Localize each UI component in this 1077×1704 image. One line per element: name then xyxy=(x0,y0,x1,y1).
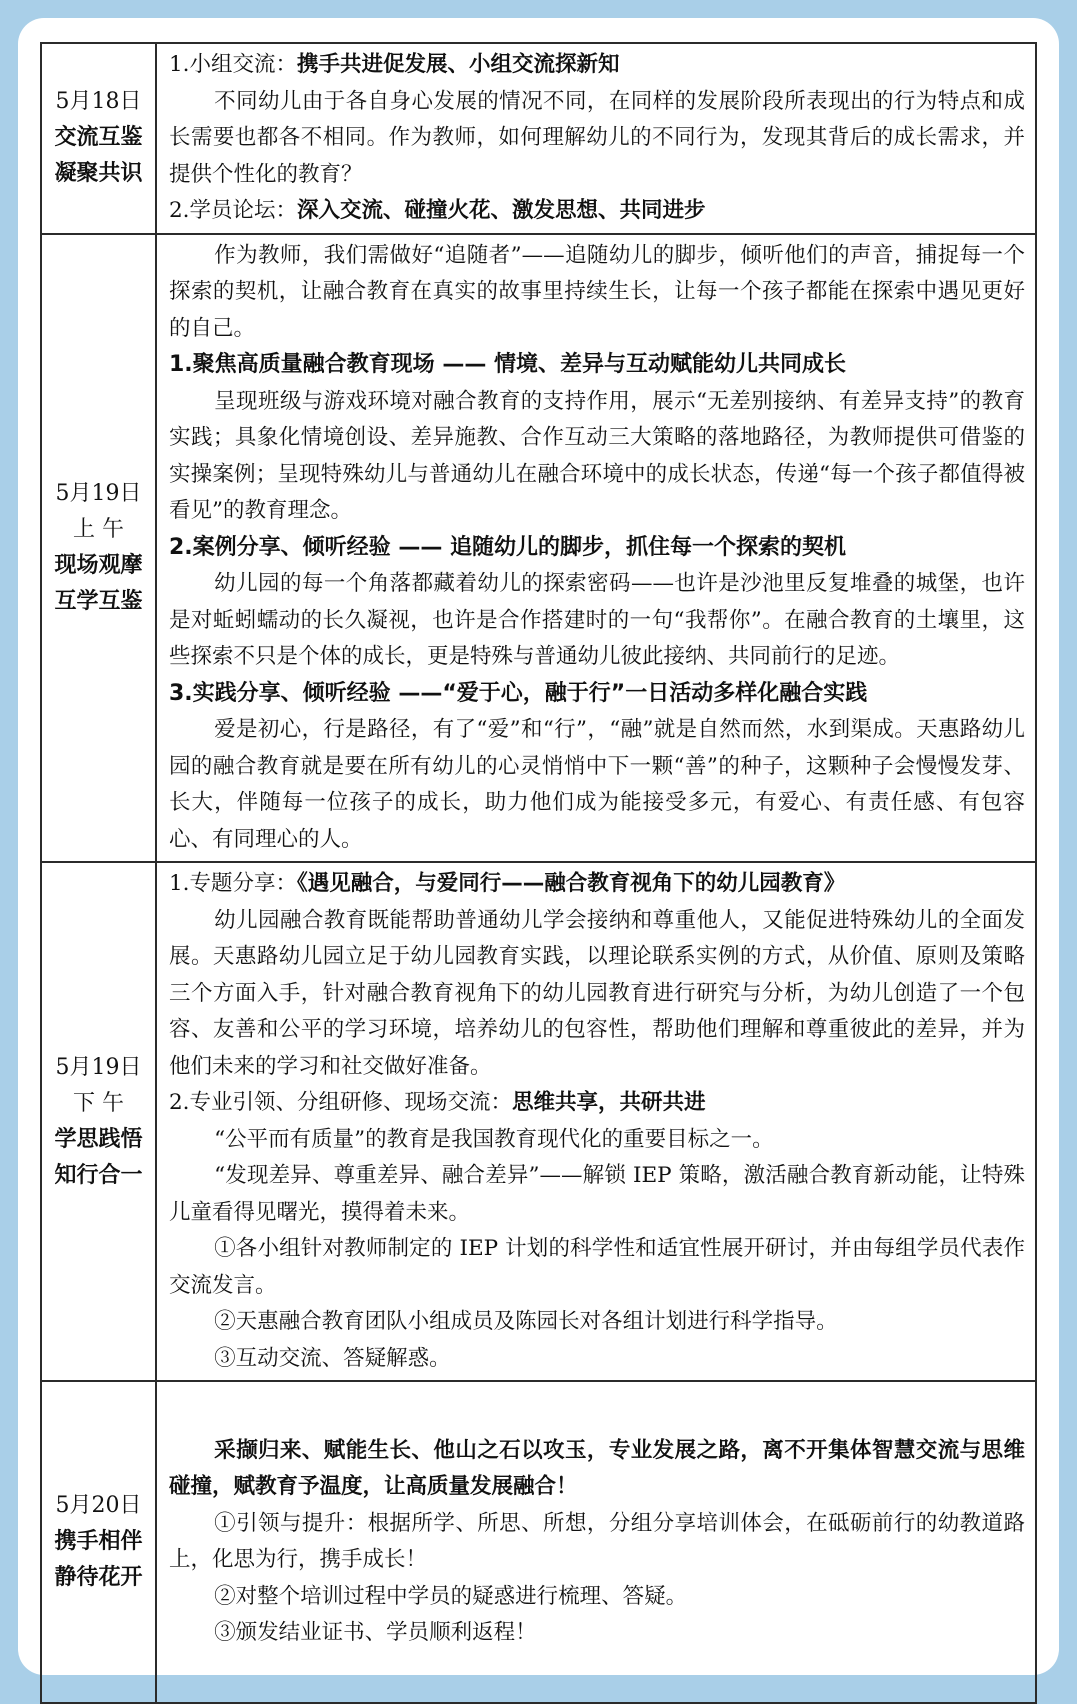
time-of-day: 下 午 xyxy=(73,1090,124,1116)
lead-paragraph: 采撷归来、赋能生长、他山之石以攻玉，专业发展之路，离不开集体智慧交流与思维碰撞，赋教育予温度，让高质量发展融合！ xyxy=(169,1437,1025,1499)
date-cell xyxy=(41,234,156,863)
date-cell xyxy=(41,862,156,1381)
list-item: ①各小组针对教师制定的 IEP 计划的科学性和适宜性展开研讨，并由每组学员代表作交流发言。 xyxy=(169,1236,1025,1298)
session-title: 学思践悟 xyxy=(54,1126,143,1152)
date-label: 5月19日 xyxy=(55,1054,142,1080)
session-title: 现场观摩 xyxy=(54,552,143,578)
paragraph: 不同幼儿由于各自身心发展的情况不同，在同样的发展阶段所表现出的行为特点和成长需要也都各不相同。作为教师，如何理解幼儿的不同行为，发现其背后的成长需求，并提供个性化的教育？ xyxy=(169,88,1025,187)
session-title: 交流互鉴 xyxy=(54,125,143,151)
item-heading xyxy=(169,193,1025,230)
item-prefix: 1.小组交流： xyxy=(169,52,298,77)
item-bold: 《遇见融合，与爱同行——融合教育视角下的幼儿园教育》 xyxy=(297,871,846,896)
paragraph: 作为教师，我们需做好“追随者”——追随幼儿的脚步，倾听他们的声音，捕捉每一个探索的契机，让融合教育在真实的故事里持续生长，让每一个孩子都能在探索中遇见更好的自己。 xyxy=(169,242,1025,341)
section-heading: 3.实践分享、倾听经验 ——“爱于心，融于行”一日活动多样化融合实践 xyxy=(169,680,868,706)
date-label: 5月18日 xyxy=(55,89,142,115)
paragraph: “公平而有质量”的教育是我国教育现代化的重要目标之一。 xyxy=(214,1126,774,1152)
item-heading xyxy=(169,1085,1025,1122)
paragraph: 爱是初心，行是路径，有了“爱”和“行”，“融”就是自然而然，水到渠成。天惠路幼儿园的融合教育就是要在所有幼儿的心灵悄悄中下一颗“善”的种子，这颗种子会慢慢发芽、长大，伴随每一位孩子的成长，助力他们成为能接受多元，有爱心、有责任感、有包容心、有同理心的人。 xyxy=(169,717,1025,852)
item-prefix: 2.学员论坛： xyxy=(169,198,298,223)
content-cell xyxy=(156,1381,1036,1703)
schedule-row xyxy=(41,1381,1036,1703)
session-title: 互学互鉴 xyxy=(54,588,143,614)
session-title: 携手相伴 xyxy=(54,1529,143,1554)
section-heading: 1.聚焦高质量融合教育现场 —— 情境、差异与互动赋能幼儿共同成长 xyxy=(169,352,846,377)
section-heading: 2.案例分享、倾听经验 —— 追随幼儿的脚步，抓住每一个探索的契机 xyxy=(169,534,846,560)
schedule-row xyxy=(41,862,1036,1381)
list-item: ①引领与提升：根据所学、所思、所想，分组分享培训体会，在砥砺前行的幼教道路上，化思为行，携手成长！ xyxy=(169,1510,1025,1572)
list-item: ②天惠融合教育团队小组成员及陈园长对各组计划进行科学指导。 xyxy=(214,1309,838,1334)
session-title: 凝聚共识 xyxy=(54,161,143,187)
date-cell xyxy=(41,43,156,234)
paragraph: 呈现班级与游戏环境对融合教育的支持作用，展示“无差别接纳、有差异支持”的教育实践；具象化情境创设、差异施教、合作互动三大策略的落地路径，为教师提供可借鉴的实操案例；呈现特殊幼儿与普通幼儿在融合环境中的成长状态，传递“每一个孩子都值得被看见”的教育理念。 xyxy=(169,388,1025,523)
date-label: 5月19日 xyxy=(55,480,142,506)
item-bold: 深入交流、碰撞火花、激发思想、共同进步 xyxy=(297,198,706,223)
schedule-row xyxy=(41,234,1036,863)
item-prefix: 1.专题分享： xyxy=(169,871,298,896)
paragraph: 幼儿园的每一个角落都藏着幼儿的探索密码——也许是沙池里反复堆叠的城堡，也许是对蚯蚓蠕动的长久凝视，也许是合作搭建时的一句“我帮你”。在融合教育的土壤里，这些探索不只是个体的成长，更是特殊与普通幼儿彼此接纳、共同前行的足迹。 xyxy=(169,571,1025,669)
item-heading xyxy=(169,47,1025,84)
list-item: ②对整个培训过程中学员的疑惑进行梳理、答疑。 xyxy=(214,1583,688,1609)
date-label: 5月20日 xyxy=(55,1493,142,1518)
list-item: ③颁发结业证书、学员顺利返程！ xyxy=(214,1620,537,1645)
session-title: 知行合一 xyxy=(54,1162,143,1188)
paragraph: 幼儿园融合教育既能帮助普通幼儿学会接纳和尊重他人，又能促进特殊幼儿的全面发展。天惠路幼儿园立足于幼儿园教育实践，以理论联系实例的方式，从价值、原则及策略三个方面入手，针对融合教育视角下的幼儿园教育进行研究与分析，为幼儿创造了一个包容、友善和公平的学习环境，培养幼儿的包容性，帮助他们理解和尊重彼此的差异，并为他们未来的学习和社交做好准备。 xyxy=(169,907,1025,1079)
content-cell xyxy=(156,862,1036,1381)
item-bold: 思维共享，共研共进 xyxy=(512,1090,706,1115)
item-prefix: 2.专业引领、分组研修、现场交流： xyxy=(169,1090,513,1115)
list-item: ③互动交流、答疑解惑。 xyxy=(214,1345,451,1371)
item-bold: 携手共进促发展、小组交流探新知 xyxy=(297,52,620,77)
schedule-row xyxy=(41,43,1036,234)
schedule-table xyxy=(40,42,1037,1704)
item-heading xyxy=(169,866,1025,903)
date-cell xyxy=(41,1381,156,1703)
time-of-day: 上 午 xyxy=(73,516,124,542)
content-cell xyxy=(156,43,1036,234)
paragraph: “发现差异、尊重差异、融合差异”——解锁 IEP 策略，激活融合教育新动能，让特殊儿童看得见曙光，摸得着未来。 xyxy=(169,1163,1025,1225)
content-cell xyxy=(156,234,1036,863)
session-title: 静待花开 xyxy=(54,1565,143,1590)
